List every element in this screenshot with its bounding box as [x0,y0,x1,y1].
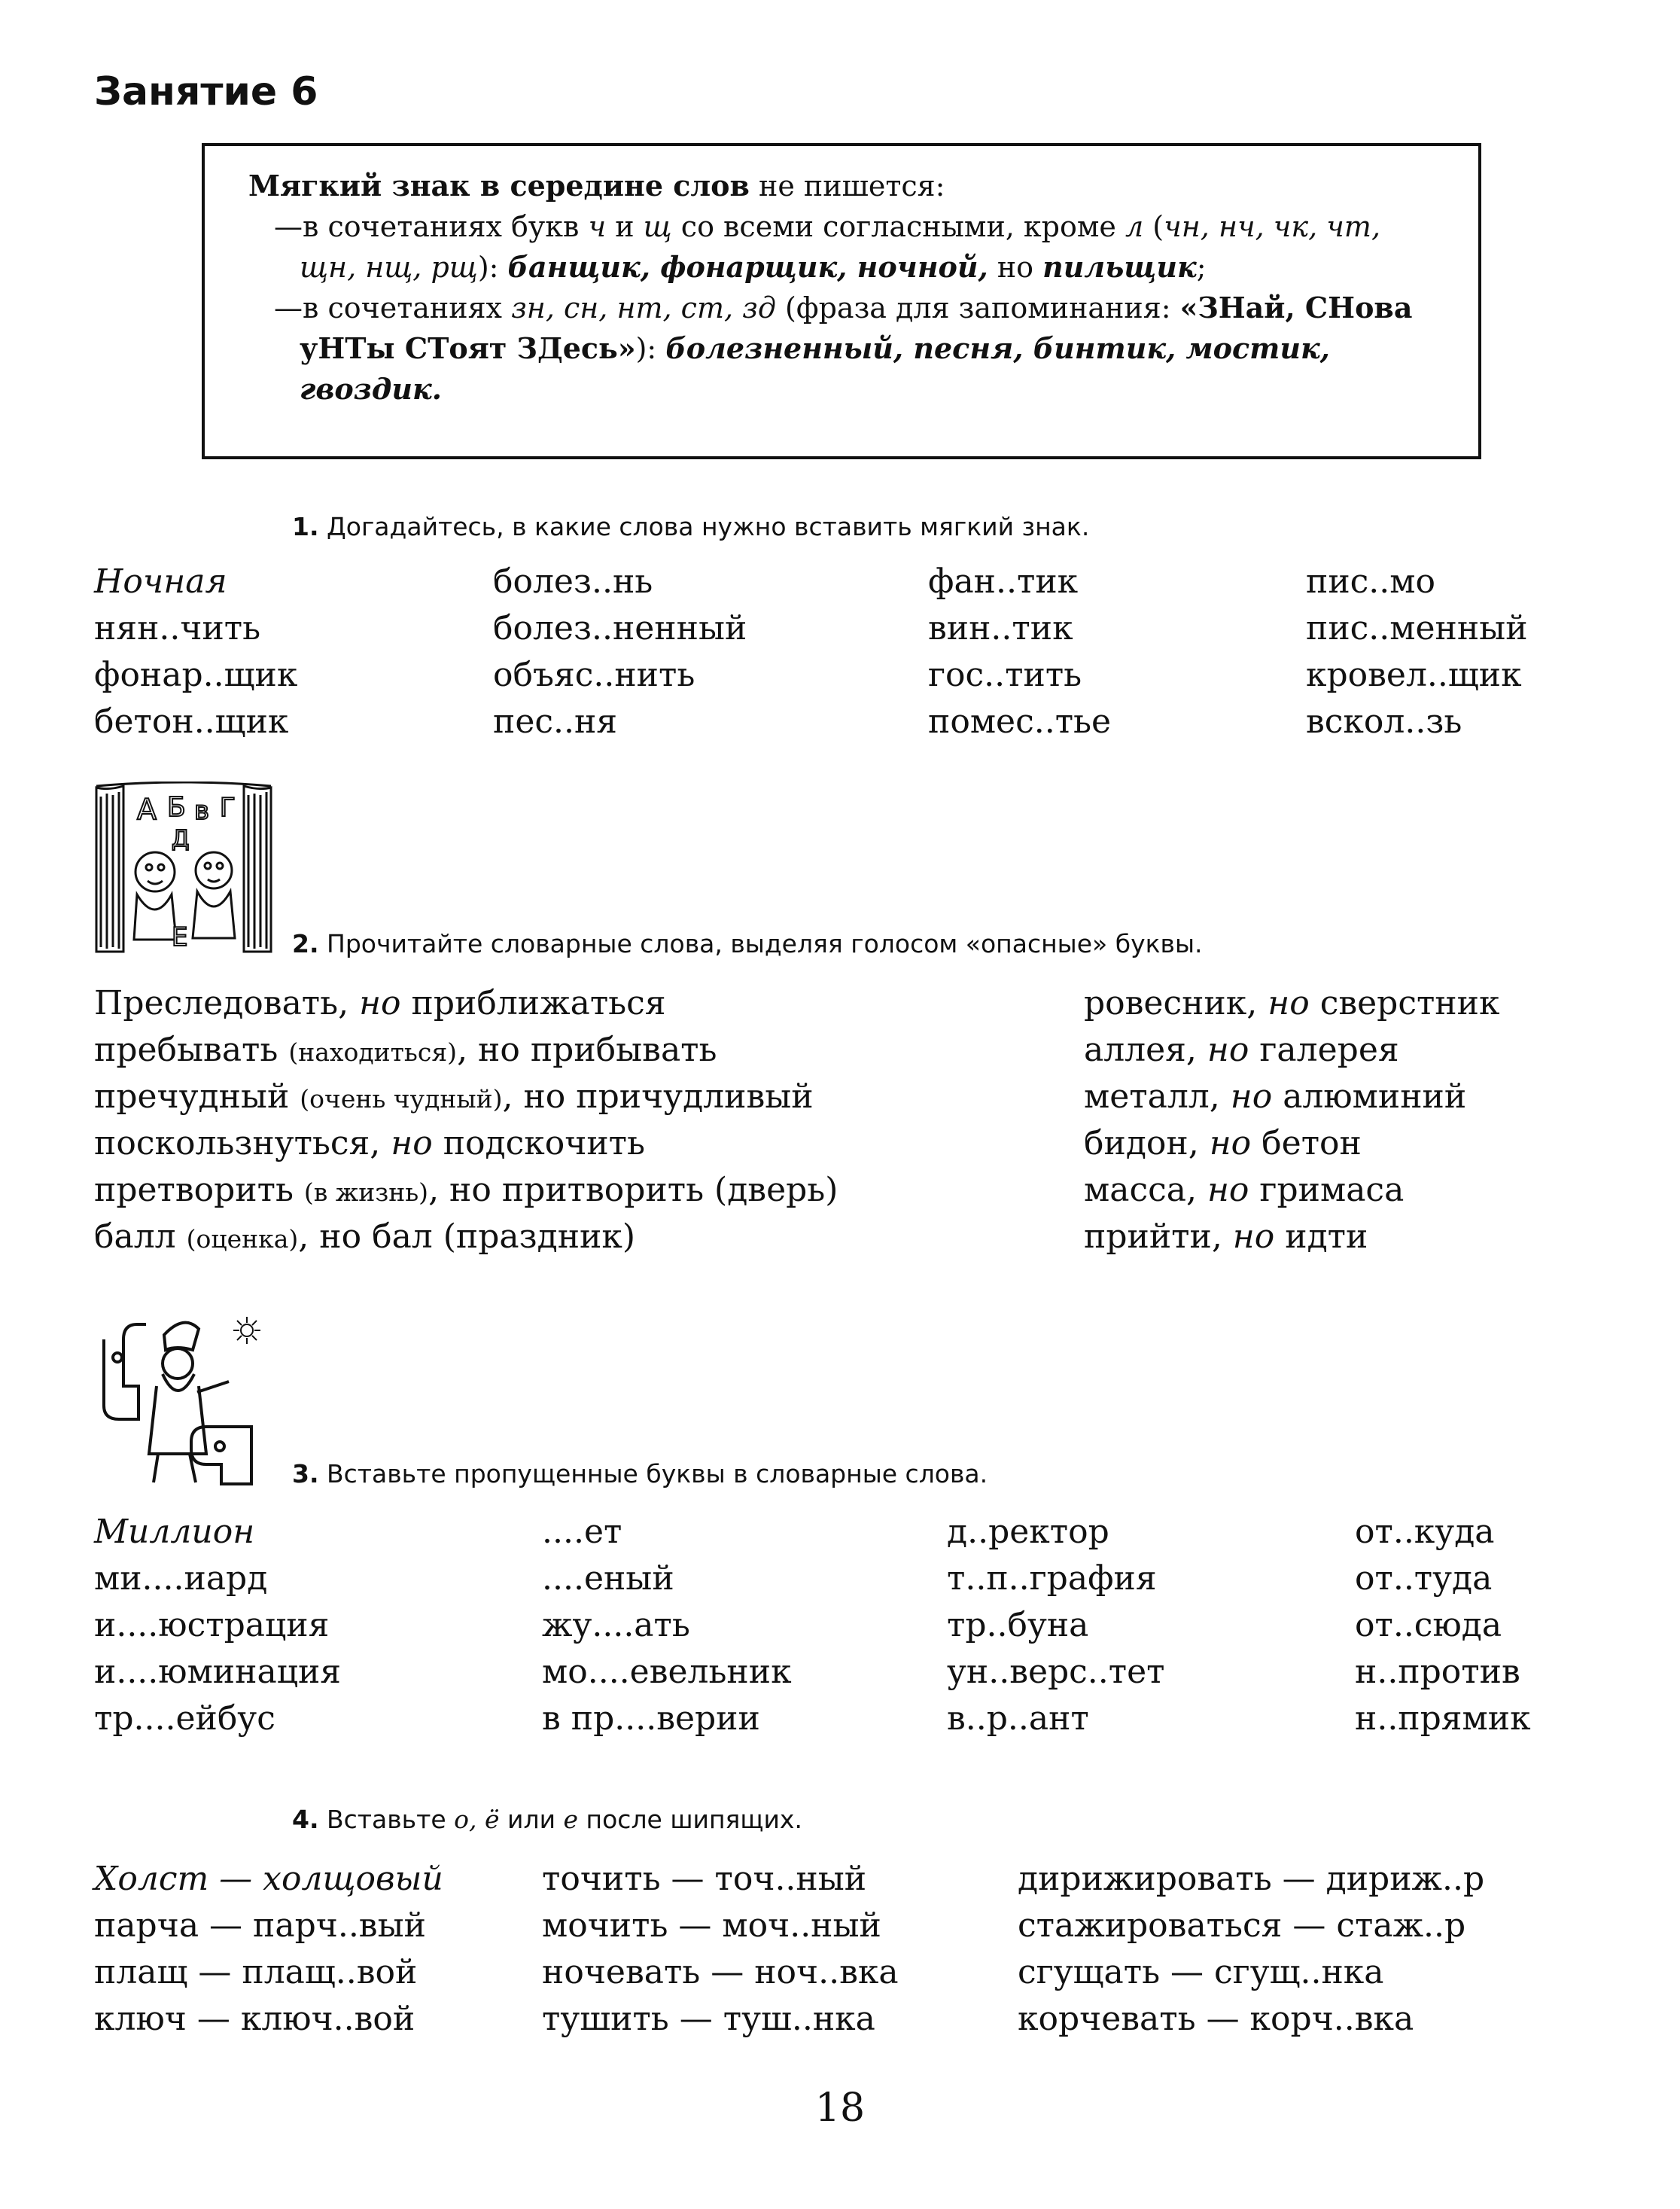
list-item: пречудный (очень чудный), но причудливый [94,1077,814,1116]
task-3-column-4 [1355,1509,1531,1742]
list-item: Холст — холщовый [94,1860,443,1898]
list-item: фонар..щик [94,656,298,694]
list-item: плащ — плащ..вой [94,1953,418,1991]
rule-box [202,143,1481,459]
task-2-instruction: 2. Прочитайте словарные слова, выделяя голосом «опасные» буквы. [292,929,1203,958]
task-4-column-1 [94,1856,443,2043]
list-item: ми....иард [94,1559,268,1598]
svg-text:Б: Б [167,792,186,823]
list-item: от..куда [1355,1513,1495,1551]
task-1-column-4 [1306,559,1528,745]
list-item: аллея, но галерея [1084,1031,1399,1069]
list-item: дирижировать — дириж..р [1018,1860,1485,1898]
list-item: претворить (в жизнь), но притворить (дверь) [94,1171,838,1209]
list-item: ....ет [542,1513,622,1551]
list-item: ун..верс..тет [947,1653,1165,1691]
list-item: болез..нь [493,562,653,601]
list-item: жу....ать [542,1606,690,1644]
list-item: прийти, но идти [1084,1217,1368,1256]
lesson-title: Занятие 6 [94,69,318,114]
list-item: поскользнуться, но подскочить [94,1124,645,1162]
list-item: пис..менный [1306,609,1528,647]
task-3-instruction: 3. Вставьте пропущенные буквы в словарные слова. [292,1459,988,1488]
list-item: масса, но гримаса [1084,1171,1405,1209]
list-item: тр....ейбус [94,1699,275,1738]
list-item: д..ректор [947,1513,1109,1551]
list-item: точить — точ..ный [542,1860,867,1898]
page-number: 18 [814,2086,866,2131]
task-3-column-2 [542,1509,792,1742]
gnome-letter-illustration-icon [93,1314,282,1492]
list-item: пес..ня [493,702,618,741]
svg-text:Г: Г [220,793,236,823]
list-item: ....еный [542,1559,674,1598]
list-item: н..прямик [1355,1699,1531,1738]
list-item: Ночная [94,562,227,601]
curtain-letters-illustration-icon [93,782,274,960]
list-item: фан..тик [928,562,1079,601]
task-3-column-1 [94,1509,341,1742]
list-item: мо....евельник [542,1653,792,1691]
task-1-column-3 [928,559,1111,745]
list-item: сгущать — сгущ..нка [1018,1953,1384,1991]
list-item: в пр....верии [542,1699,760,1738]
list-item: корчевать — корч..вка [1018,2000,1414,2038]
list-item: от..сюда [1355,1606,1502,1644]
list-item: мочить — моч..ный [542,1906,881,1945]
list-item: стажироваться — стаж..р [1018,1906,1466,1945]
list-item: Миллион [94,1513,255,1551]
list-item: объяс..нить [493,656,695,694]
list-item: нян..чить [94,609,261,647]
list-item: тр..буна [947,1606,1089,1644]
list-item: балл (оценка), но бал (праздник) [94,1217,636,1256]
list-item: парча — парч..вый [94,1906,426,1945]
list-item: ровесник, но сверстник [1084,984,1500,1022]
list-item: вин..тик [928,609,1073,647]
task-1-column-2 [493,559,747,745]
list-item: ночевать — ноч..вка [542,1953,899,1991]
list-item: вскол..зь [1306,702,1462,741]
list-item: н..против [1355,1653,1520,1691]
rule-heading: Мягкий знак в середине слов не пишется: [248,169,945,203]
list-item: бетон..щик [94,702,289,741]
list-item: Преследовать, но приближаться [94,984,666,1022]
list-item: тушить — туш..нка [542,2000,875,2038]
list-item: пребывать (находиться), но прибывать [94,1031,717,1069]
task-2-left-column [94,980,838,1260]
task-4-column-3 [1018,1856,1484,2043]
list-item: от..туда [1355,1559,1493,1598]
list-item: болез..ненный [493,609,747,647]
task-4-column-2 [542,1856,899,2043]
svg-text:Д: Д [172,826,190,852]
list-item: кровел..щик [1306,656,1522,694]
list-item: бидон, но бетон [1084,1124,1362,1162]
task-1-column-1 [94,559,297,745]
svg-text:А: А [137,793,157,826]
svg-text:Е: Е [172,922,188,952]
task-2-right-column [1084,980,1499,1260]
rule-item-2: —в сочетаниях зн, сн, нт, ст, зд (фраза для запоминания: «ЗНай, СНова уНТы СТоят ЗДесь»): болезненный, песня, бинтик, мостик, гвоздик. [274,291,1413,406]
task-3-column-3 [947,1509,1165,1742]
svg-text:в: в [194,796,210,826]
list-item: и....юстрация [94,1606,330,1644]
rule-item-1: —в сочетаниях букв ч и щ со всеми согласными, кроме л (чн, нч, чк, чт, щн, нщ, рщ): банщик, фонарщик, ночной, но пильщик; [274,210,1381,284]
list-item: пис..мо [1306,562,1435,601]
list-item: т..п..графия [947,1559,1157,1598]
list-item: помес..тье [928,702,1112,741]
list-item: ключ — ключ..вой [94,2000,415,2038]
list-item: в..р..ант [947,1699,1089,1738]
list-item: гос..тить [928,656,1082,694]
task-4-instruction: 4. Вставьте о, ё или е после шипящих. [292,1805,802,1834]
list-item: металл, но алюминий [1084,1077,1467,1116]
task-1-instruction: 1. Догадайтесь, в какие слова нужно вставить мягкий знак. [292,512,1090,541]
list-item: и....юминация [94,1653,342,1691]
